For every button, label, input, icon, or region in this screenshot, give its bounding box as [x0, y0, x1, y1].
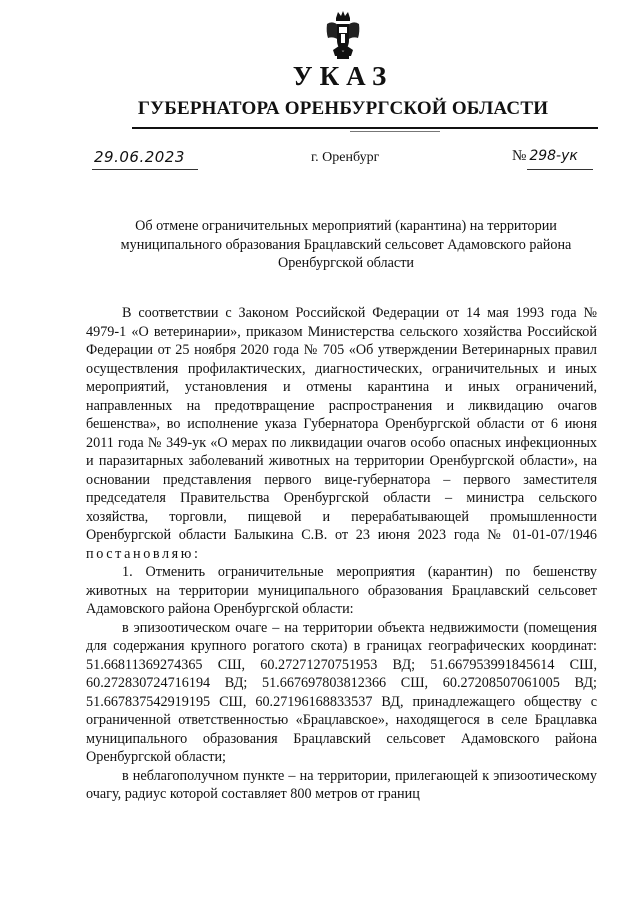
document-body: [86, 304, 597, 804]
number-sign: №: [512, 148, 527, 164]
paragraph-item-1: 1. Отменить ограничительные мероприятия (карантин) по бешенству животных на территории муниципального образования Брацлавский сельсовет Адамовского района Оренбургской области:: [86, 564, 597, 617]
number-underline: [527, 169, 593, 170]
number-value: 298-ук: [529, 148, 578, 164]
paragraph-affected-area: в неблагополучном пункте – на территории, прилегающей к эпизоотическому очагу, радиус которой составляет 800 метров от границ: [86, 767, 597, 802]
document-subtitle: ГУБЕРНАТОРА ОРЕНБУРГСКОЙ ОБЛАСТИ: [137, 98, 549, 119]
document-city: г. Оренбург: [311, 150, 380, 165]
header-divider: [132, 127, 598, 129]
date-underline: [92, 169, 198, 170]
decree-word: постановляю:: [86, 545, 201, 562]
document-date: 29.06.2023: [94, 148, 185, 166]
header-divider-secondary: [350, 131, 440, 132]
document-number: [512, 148, 578, 165]
paragraph-outbreak-zone: в эпизоотическом очаге – на территории объекта недвижимости (помещения для содержания крупного рогатого скота) в границах географических координат: 51.66811369274365 СШ, 60.27271270751953 ВД; 51.667953991845614 СШ, 60.272830724716194 ВД; 51.667697803812366 СШ, 60.27208507061005 ВД; 51.667837542919195 СШ, 60.27196168833537 ВД, принадлежащего обществу с ограниченной ответственностью «Брацлавское», находящегося в селе Брацлавка муниципального образования Брацлавский сельсовет Адамовского района Оренбургской области;: [86, 619, 597, 765]
document-title: УКАЗ: [292, 61, 394, 91]
coat-of-arms-emblem-icon: [325, 10, 361, 60]
preamble-text: В соответствии с Законом Российской Федерации от 14 мая 1993 года № 4979-1 «О ветеринарии», приказом Министерства сельского хозяйства Российской Федерации от 25 ноября 2020 года № 705 «Об утверждении Ветеринарных правил осуществления профилактических, диагностических, ограничительных и иных мероприятий, установления и отмены карантина и иных ограничений, направленных на предотвращение распространения и ликвидацию очагов бешенства», во исполнение указа Губернатора Оренбургской области от 6 июня 2011 года № 349-ук «О мерах по ликвидации очагов особо опасных инфекционных и паразитарных заболеваний животных на территории Оренбургской области», на основании представления первого вице-губернатора – первого заместителя председателя Правительства Оренбургской области – министра сельского хозяйства, торговли, пищевой и перерабатывающей промышленности Оренбургской области Балыкина С.В. от 23 июня 2023 года № 01-01-07/1946: [86, 305, 597, 543]
paragraph-preamble: [86, 304, 597, 563]
document-heading: Об отмене ограничительных мероприятий (карантина) на территории муниципального образования Брацлавский сельсовет Адамовского района Оренбургской области: [120, 218, 572, 271]
